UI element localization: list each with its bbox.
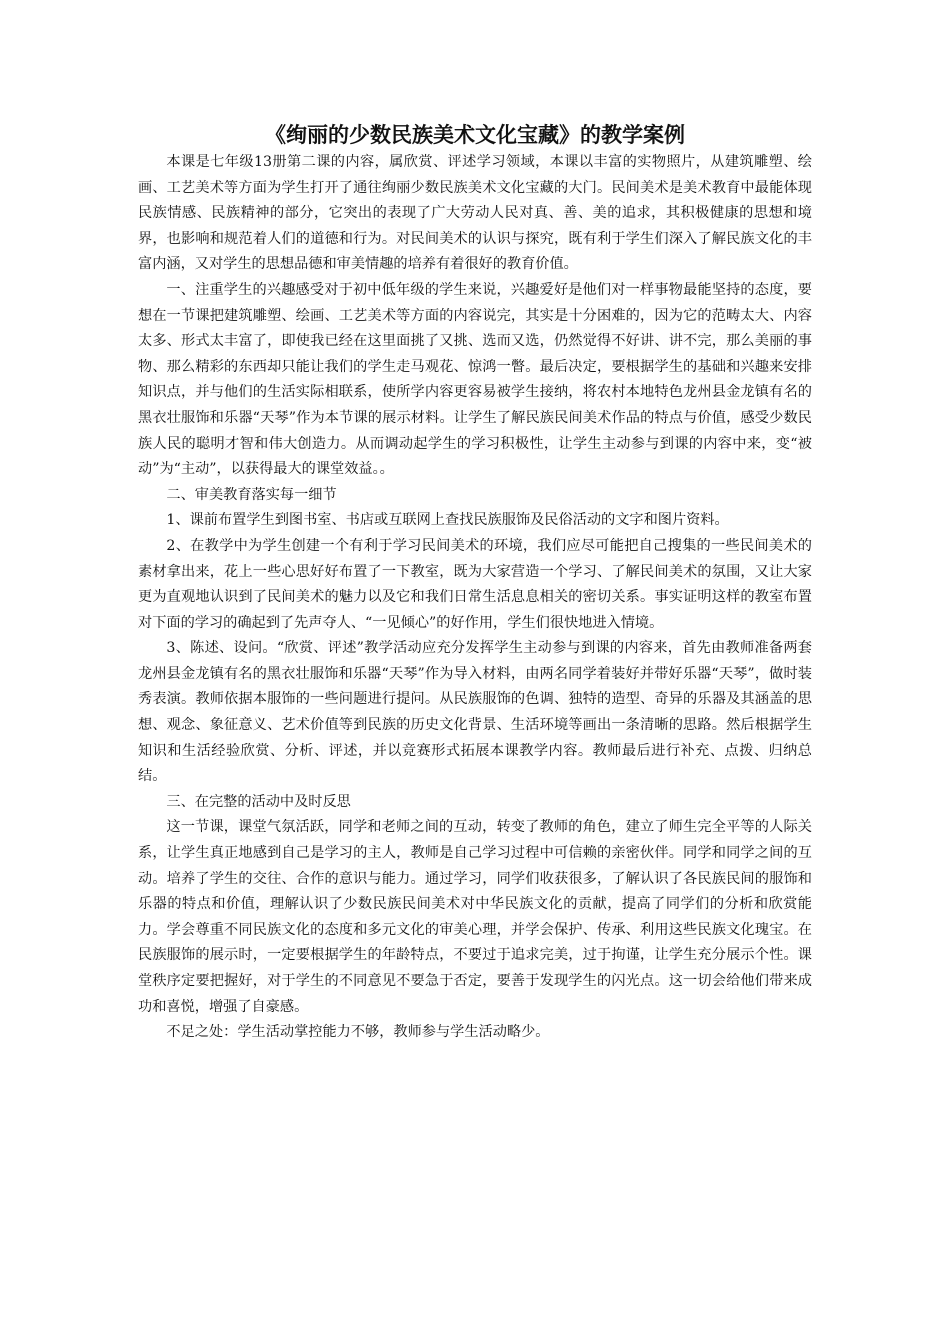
paragraph-item-2: 2、在教学中为学生创建一个有利于学习民间美术的环境，我们应尽可能把自己搜集的一些民间美术的素材拿出来，花上一些心思好好布置了一下教室，既为大家营造一个学习、了解民间美术的氛围，又让大家更为直观地认识到了民间美术的魅力以及它和我们日常生活息息相关的密切关系。事实证明这样的教室布置对下面的学习的确起到了先声夺人、“一见倾心”的好作用，学生们很快地进入情境。 [138, 537, 812, 631]
paragraph-intro: 本课是七年级13册第二课的内容，属欣赏、评述学习领域，本课以丰富的实物照片，从建筑雕塑、绘画、工艺美术等方面为学生打开了通往绚丽少数民族美术文化宝藏的大门。民间美术是美术教育中最能体现民族情感、民族精神的部分，它突出的表现了广大劳动人民对真、善、美的追求，其积极健康的思想和境界，也影响和规范着人们的道德和行为。对民间美术的认识与探究，既有利于学生们深入了解民族文化的丰富内涵，又对学生的思想品德和审美情趣的培养有着很好的教育价值。 [138, 154, 812, 273]
document-page [138, 120, 812, 1046]
heading-section-3: 三、在完整的活动中及时反思 [166, 793, 351, 810]
paragraph-reflection: 这一节课，课堂气氛活跃，同学和老师之间的互动，转变了教师的角色，建立了师生完全平等的人际关系，让学生真正地感到自己是学习的主人，教师是自己学习过程中可信赖的亲密伙伴。同学和同学之间的互动。培养了学生的交往、合作的意识与能力。通过学习，同学们收获很多，了解认识了各民族民间的服饰和乐器的特点和价值，理解认识了少数民族民间美术对中华民族文化的贡献，提高了同学们的分析和欣赏能力。学会尊重不同民族文化的态度和多元文化的审美心理，并学会保护、传承、利用这些民族文化瑰宝。在民族服饰的展示时，一定要根据学生的年龄特点，不要过于追求完美，过于拘谨，让学生充分展示个性。课堂秩序定要把握好，对于学生的不同意见不要急于否定，要善于发现学生的闪光点。这一切会给他们带来成功和喜悦，增强了自豪感。 [138, 819, 812, 1015]
document-title: 《绚丽的少数民族美术文化宝藏》的教学案例 [265, 122, 685, 147]
paragraph-shortcomings: 不足之处：学生活动掌控能力不够，教师参与学生活动略少。 [166, 1024, 550, 1041]
paragraph-section-1: 一、注重学生的兴趣感受对于初中低年级的学生来说，兴趣爱好是他们对一样事物最能坚持的态度，要想在一节课把建筑雕塑、绘画、工艺美术等方面的内容说完，其实是十分困难的，因为它的范畴太大、内容太多、形式太丰富了，即使我已经在这里面挑了又挑、选而又选，仍然觉得不好讲、讲不完，那么美丽的事物、那么精彩的东西却只能让我们的学生走马观花、惊鸿一瞥。最后决定，要根据学生的基础和兴趣来安排知识点，并与他们的生活实际相联系，使所学内容更容易被学生接纳，将农村本地特色龙州县金龙镇有名的黑衣壮服饰和乐器“天琴”作为本节课的展示材料。让学生了解民族民间美术作品的特点与价值，感受少数民族人民的聪明才智和伟大创造力。从而调动起学生的学习积极性，让学生主动参与到课的内容中来，变“被动”为“主动”，以获得最大的课堂效益。。 [138, 281, 812, 478]
paragraph-item-1: 1、课前布置学生到图书室、书店或互联网上查找民族服饰及民俗活动的文字和图片资料。 [166, 512, 729, 529]
heading-section-2: 二、审美教育落实每一细节 [166, 486, 337, 503]
paragraph-item-3: 3、陈述、设问。“欣赏、评述”教学活动应充分发挥学生主动参与到课的内容来，首先由教师准备两套龙州县金龙镇有名的黑衣壮服饰和乐器“天琴”作为导入材料，由两名同学着装好并带好乐器“天琴”，做时装秀表演。教师依据本服饰的一些问题进行提问。从民族服饰的色调、独特的造型、奇异的乐器及其涵盖的思想、观念、象征意义、艺术价值等到民族的历史文化背景、生活环境等画出一条清晰的思路。然后根据学生知识和生活经验欣赏、分析、评述，并以竞赛形式拓展本课教学内容。教师最后进行补充、点拨、归纳总结。 [138, 640, 812, 785]
